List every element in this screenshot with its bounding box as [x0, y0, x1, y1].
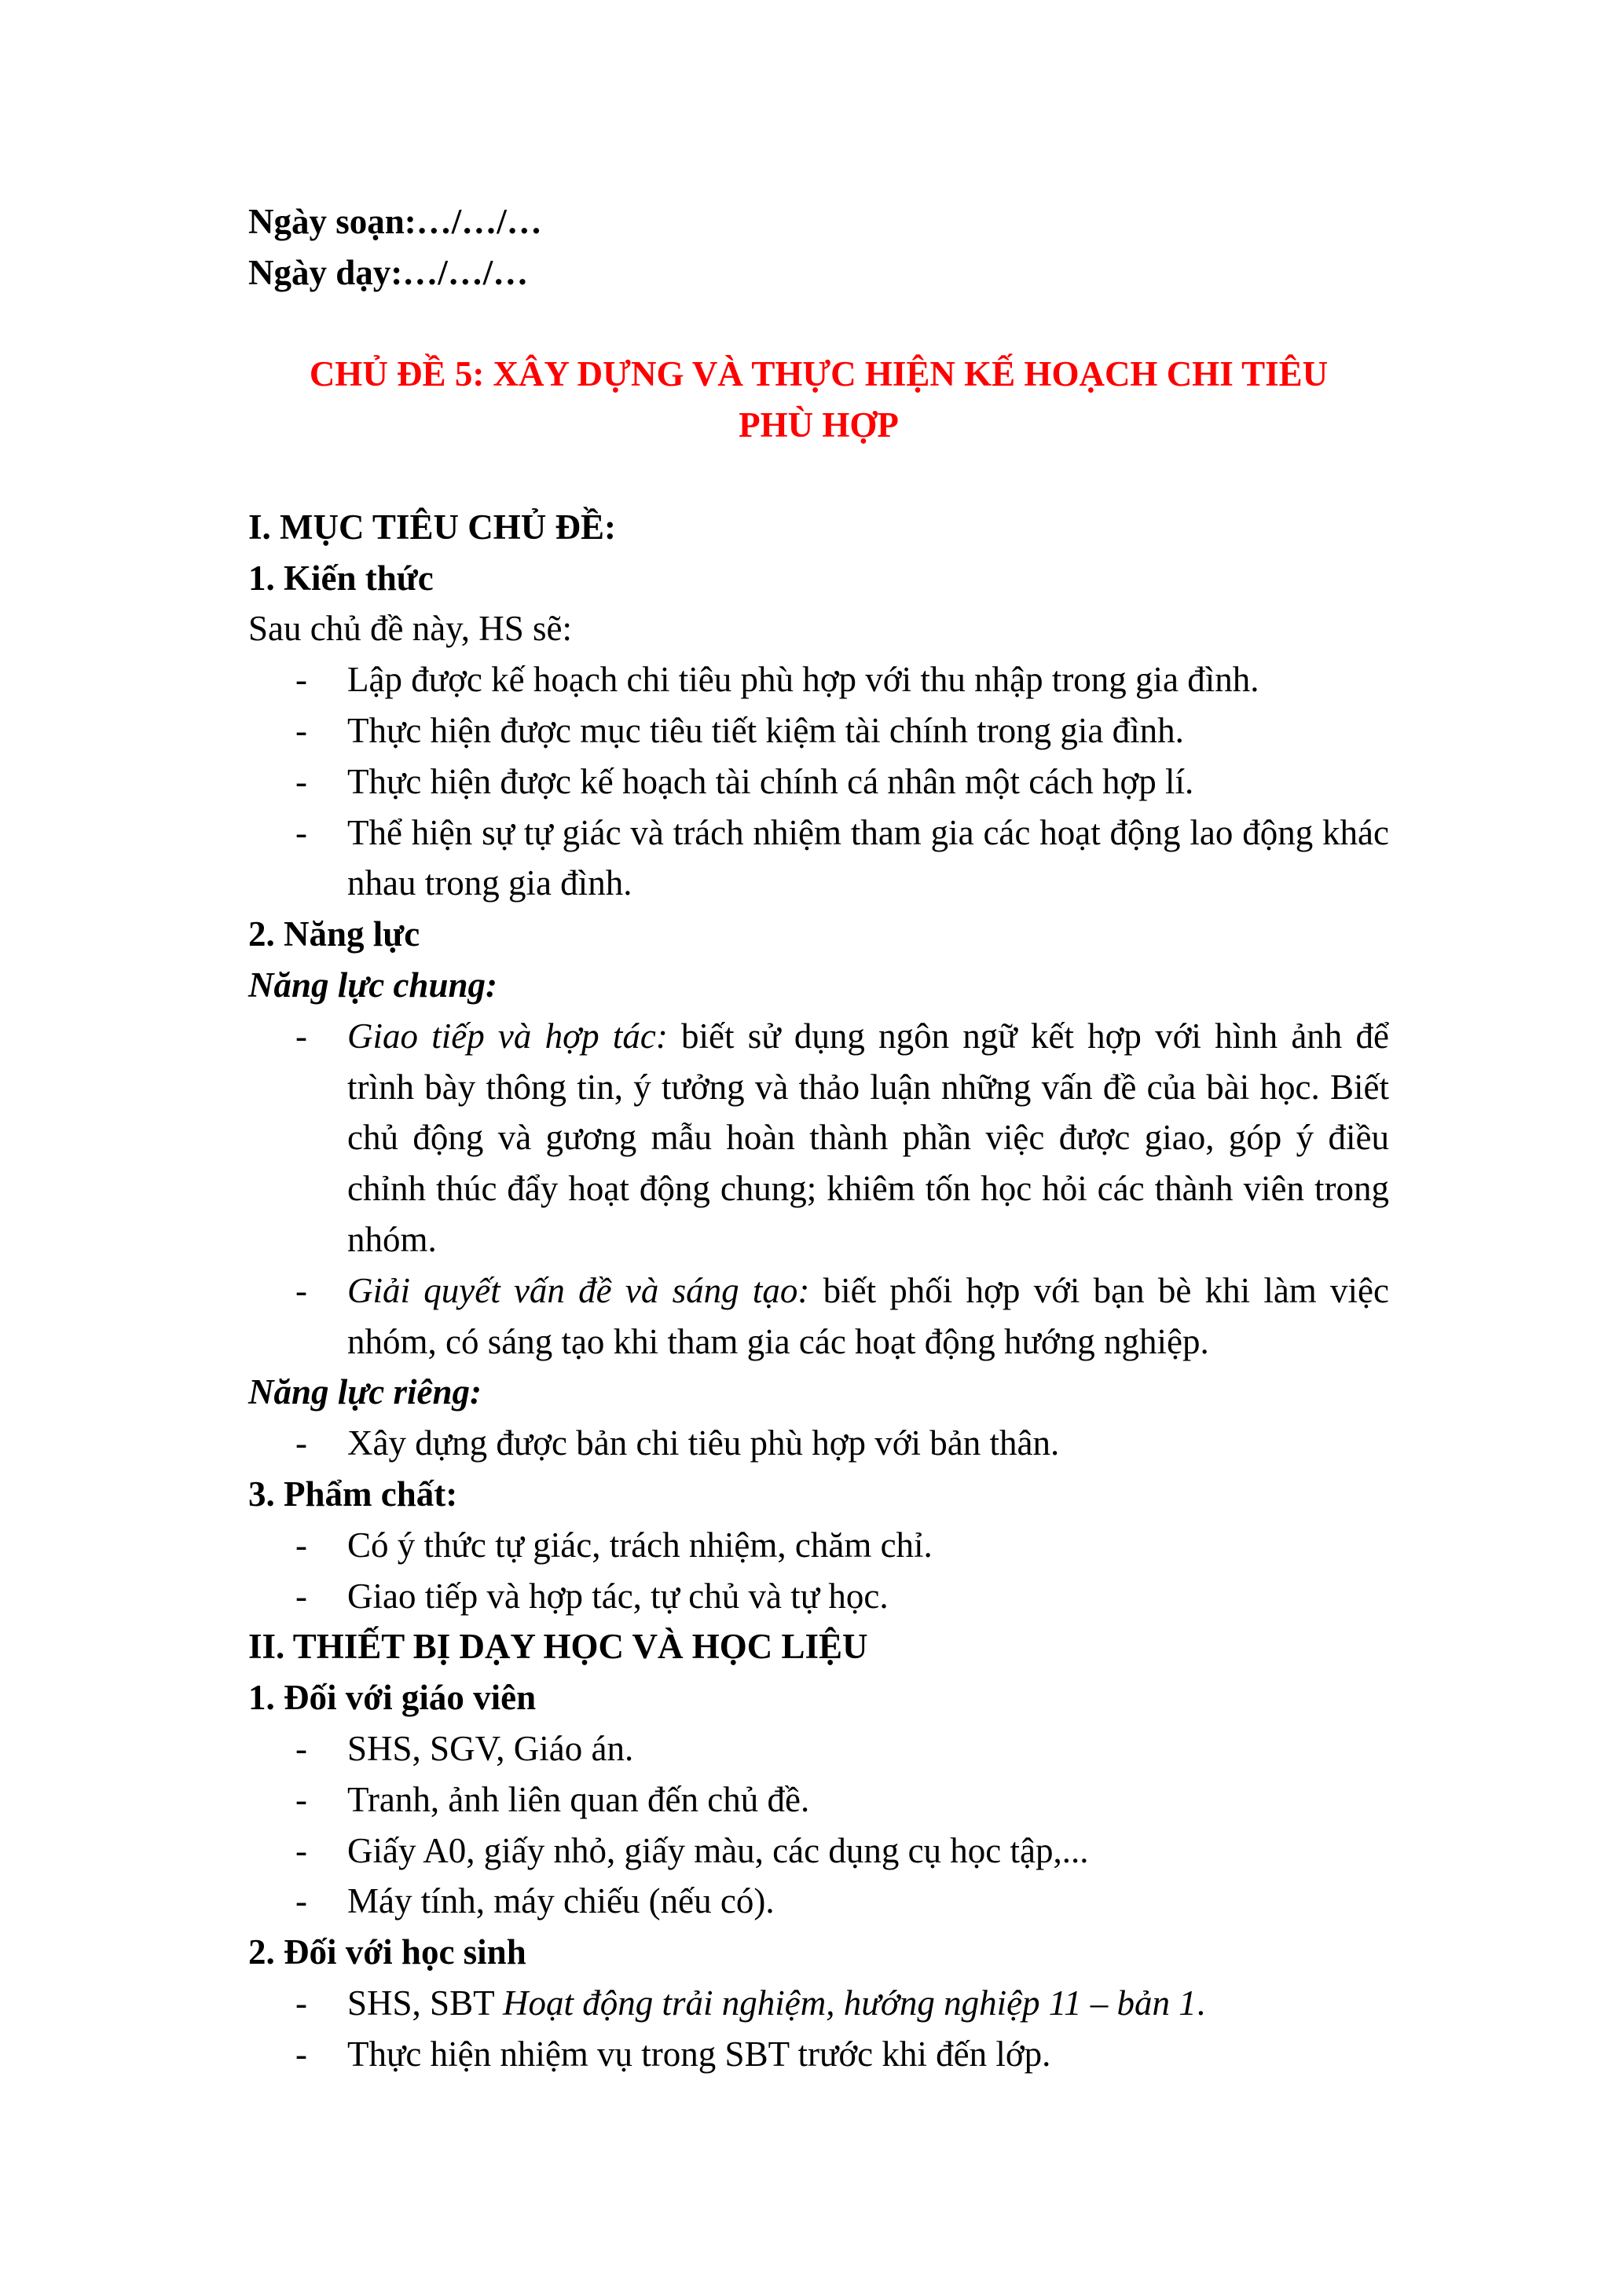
student-heading: 2. Đối với học sinh — [248, 1932, 526, 1972]
list-item: - Thể hiện sự tự giác và trách nhiệm tham gia các hoạt động lao động khác nhau trong gia đình. — [295, 812, 1389, 903]
list-item: - Thực hiện được kế hoạch tài chính cá nhân một cách hợp lí. — [295, 761, 1194, 801]
list-item: - Xây dựng được bản chi tiêu phù hợp với bản thân. — [295, 1423, 1060, 1463]
list-item: - SHS, SBT Hoạt động trải nghiệm, hướng nghiệp 11 – bản 1. — [295, 1983, 1205, 2023]
list-item: - SHS, SGV, Giáo án. — [295, 1728, 634, 1768]
knowledge-intro: Sau chủ đề này, HS sẽ: — [248, 609, 573, 649]
list-item: - Giao tiếp và hợp tác, tự chủ và tự học. — [295, 1576, 889, 1616]
list-item: - Thực hiện được mục tiêu tiết kiệm tài chính trong gia đình. — [295, 710, 1184, 750]
date-prepared: Ngày soạn:…/…/… — [248, 202, 542, 241]
knowledge-heading: 1. Kiến thức — [248, 558, 434, 598]
section2-heading: II. THIẾT BỊ DẠY HỌC VÀ HỌC LIỆU — [248, 1627, 868, 1667]
list-item: - Giải quyết vấn đề và sáng tạo: biết phối hợp với bạn bè khi làm việc nhóm, có sáng tạo khi tham gia các hoạt động hướng nghiệp. — [295, 1270, 1389, 1361]
specific-competence-heading: Năng lực riêng: — [248, 1372, 482, 1412]
list-item: - Lập được kế hoạch chi tiêu phù hợp với thu nhập trong gia đình. — [295, 660, 1259, 700]
list-item: - Giấy A0, giấy nhỏ, giấy màu, các dụng cụ học tập,... — [295, 1830, 1089, 1870]
blank-line — [248, 298, 1389, 350]
blank-line — [248, 451, 1389, 502]
teacher-heading: 1. Đối với giáo viên — [248, 1678, 537, 1718]
qualities-heading: 3. Phẩm chất: — [248, 1474, 458, 1514]
topic-title-line1: CHỦ ĐỀ 5: XÂY DỰNG VÀ THỰC HIỆN KẾ HOẠCH CHI TIÊU — [309, 354, 1329, 394]
list-item: - Máy tính, máy chiếu (nếu có). — [295, 1881, 775, 1921]
date-taught: Ngày dạy:…/…/… — [248, 252, 529, 292]
general-competence-heading: Năng lực chung: — [248, 965, 497, 1005]
list-item: - Thực hiện nhiệm vụ trong SBT trước khi đến lớp. — [295, 2034, 1051, 2074]
list-item: - Có ý thức tự giác, trách nhiệm, chăm chỉ. — [295, 1525, 933, 1565]
list-item: - Tranh, ảnh liên quan đến chủ đề. — [295, 1779, 810, 1819]
list-item: - Giao tiếp và hợp tác: biết sử dụng ngôn ngữ kết hợp với hình ảnh để trình bày thông tin, ý tưởng và thảo luận những vấn đề của bài học. Biết chủ động và gương mẫu hoàn thành phần việc được giao, góp ý điều chỉnh thúc đẩy hoạt động chung; khiêm tốn học hỏi các thành viên trong nhóm. — [295, 1016, 1389, 1259]
topic-title-line2: PHÙ HỢP — [739, 405, 899, 445]
competence-heading: 2. Năng lực — [248, 914, 420, 954]
section1-heading: I. MỤC TIÊU CHỦ ĐỀ: — [248, 507, 616, 547]
document-page — [248, 196, 1389, 2079]
